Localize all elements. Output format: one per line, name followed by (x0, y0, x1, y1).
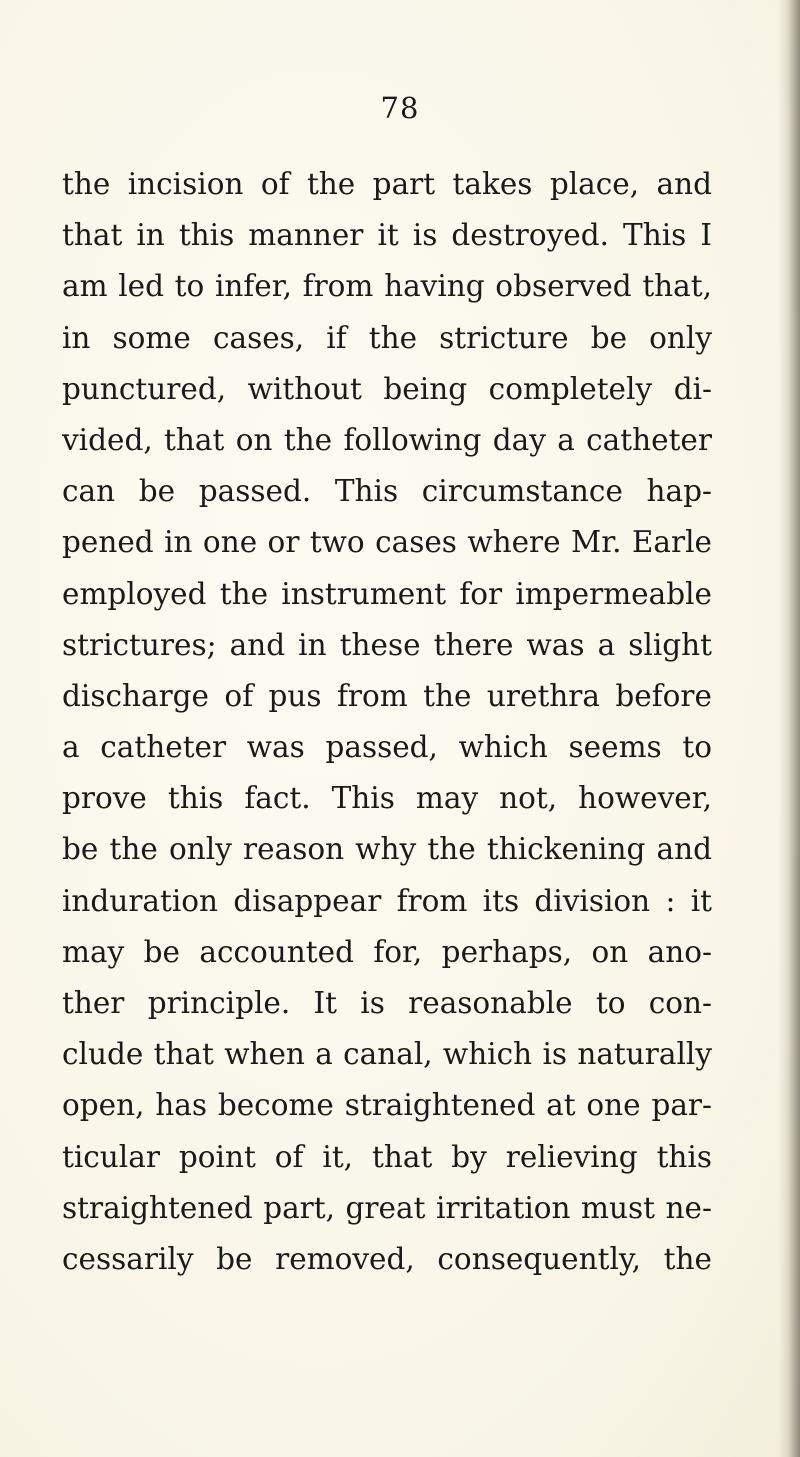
text-line-1: the incision of the part takes place, and (62, 167, 712, 201)
text-line-10: strictures; and in these there was a slight (62, 627, 712, 662)
text-line-11: discharge of pus from the urethra before (62, 678, 712, 713)
text-line-2: that in this manner it is destroyed. This I (62, 218, 712, 253)
text-line-18: clude that when a canal, which is naturally (62, 1037, 712, 1072)
text-line-7: can be passed. This circumstance hap- (62, 474, 712, 509)
text-line-5: punctured, without being completely di- (62, 371, 712, 406)
text-line-8: pened in one or two cases where Mr. Earle (62, 525, 712, 560)
text-line-3: am led to infer, from having observed that, (62, 269, 712, 304)
page-edge-shadow (778, 0, 800, 1457)
text-line-19: open, has become straightened at one par- (62, 1088, 712, 1123)
text-line-6: vided, that on the following day a catheter (62, 422, 712, 457)
text-line-16: may be accounted for, perhaps, on ano- (62, 934, 712, 969)
text-line-9: employed the instrument for impermeable (62, 576, 712, 611)
text-line-15: induration disappear from its division : it (62, 883, 712, 918)
text-line-14: be the only reason why the thickening and (62, 832, 712, 867)
text-line-21: straightened part, great irritation must ne- (62, 1190, 712, 1225)
text-line-22: cessarily be removed, consequently, the (62, 1241, 712, 1276)
text-line-20: ticular point of it, that by relieving this (62, 1139, 712, 1174)
text-line-17: ther principle. It is reasonable to con- (62, 986, 712, 1020)
page-number: 78 (380, 91, 420, 125)
text-line-12: a catheter was passed, which seems to (62, 730, 712, 765)
body-text (62, 159, 712, 1285)
text-line-4: in some cases, if the stricture be only (62, 320, 712, 355)
text-line-13: prove this fact. This may not, however, (62, 781, 712, 816)
